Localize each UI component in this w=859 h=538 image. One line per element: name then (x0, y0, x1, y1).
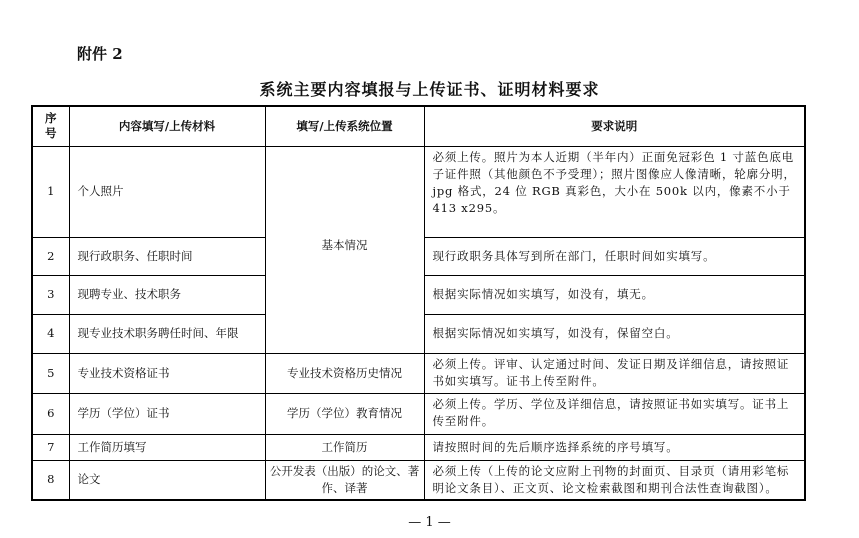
row-item: 个人照片 (69, 146, 265, 237)
row-position: 学历（学位）教育情况 (265, 393, 424, 434)
attachment-label: 附件 2 (77, 45, 123, 63)
table-row (32, 393, 805, 434)
row-no: 1 (32, 146, 69, 237)
row-desc: 请按照时间的先后顺序选择系统的序号填写。 (424, 434, 805, 460)
table-row (32, 146, 805, 237)
table-row (32, 353, 805, 393)
row-desc: 必须上传。学历、学位及详细信息，请按照证书如实填写。证书上传至附件。 (424, 393, 805, 434)
row-desc: 必须上传。照片为本人近期（半年内）正面免冠彩色 1 寸蓝色底电子证件照（其他颜色不予受理）；照片图像应人像清晰，轮廓分明，jpg 格式，24 位 RGB 真彩色，大小在 500k 以内，像素不小于 413 x295。 (424, 146, 805, 237)
row-no: 3 (32, 275, 69, 314)
row-no: 4 (32, 314, 69, 353)
row-item: 工作简历填写 (69, 434, 265, 460)
table-row (32, 434, 805, 460)
row-item: 现行政职务、任职时间 (69, 237, 265, 275)
row-position: 公开发表（出版）的论文、著作、译著 (265, 460, 424, 500)
row-item: 现专业技术职务聘任时间、年限 (69, 314, 265, 353)
row-position: 专业技术资格历史情况 (265, 353, 424, 393)
header-desc: 要求说明 (424, 106, 805, 146)
merged-position-cell: 基本情况 (265, 146, 424, 353)
row-desc: 根据实际情况如实填写，如没有，填无。 (424, 275, 805, 314)
requirements-table (31, 105, 806, 501)
table-row (32, 460, 805, 500)
header-position: 填写/上传系统位置 (265, 106, 424, 146)
row-item: 专业技术资格证书 (69, 353, 265, 393)
page-number: — 1 — (408, 515, 451, 530)
row-desc: 现行政职务具体写到所在部门，任职时间如实填写。 (424, 237, 805, 275)
row-no: 8 (32, 460, 69, 500)
row-position: 工作简历 (265, 434, 424, 460)
table-header-row (32, 106, 805, 146)
row-item: 学历（学位）证书 (69, 393, 265, 434)
row-desc: 必须上传。评审、认定通过时间、发证日期及详细信息，请按照证书如实填写。证书上传至附件。 (424, 353, 805, 393)
row-no: 5 (32, 353, 69, 393)
row-no: 2 (32, 237, 69, 275)
row-no: 7 (32, 434, 69, 460)
row-desc: 必须上传（上传的论文应附上刊物的封面页、目录页（请用彩笔标明论文条目）、正文页、论文检索截图和期刊合法性查询截图）。 (424, 460, 805, 500)
header-item: 内容填写/上传材料 (69, 106, 265, 146)
row-desc: 根据实际情况如实填写，如没有，保留空白。 (424, 314, 805, 353)
row-no: 6 (32, 393, 69, 434)
row-item: 现聘专业、技术职务 (69, 275, 265, 314)
document-title: 系统主要内容填报与上传证书、证明材料要求 (259, 80, 600, 99)
header-no: 序号 (32, 106, 69, 146)
row-item: 论文 (69, 460, 265, 500)
